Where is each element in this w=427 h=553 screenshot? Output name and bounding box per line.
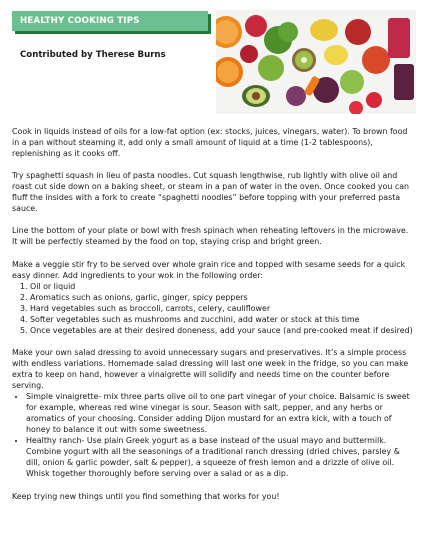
tip-paragraph: Make your own salad dressing to avoid unnecessary sugars and preservatives. It’s a simple process with endless variations. Homemade salad dressing will last one week in the fridge, so you can make extra to keep on hand, however a vinaigrette will solidify and needs time on the counter before serving. (12, 347, 409, 391)
tip-paragraph: Line the bottom of your plate or bowl with fresh spinach when reheating leftovers in the microwave. It will be perfectly steamed by the food on top, staying crisp and bright green. (12, 226, 409, 247)
list-item: 5. Once vegetables are at their desired doneness, add your sauce (and pre-cooked meat if desired) (30, 325, 416, 336)
list-item: • Healthy ranch- Use plain Greek yogurt as a base instead of the usual mayo and buttermilk. Combine yogurt with all the seasonings of a traditional ranch dressing (dried chives, parsley & dill, onion & garlic powder, salt & pepper), a squeeze of fresh lemon and a drizzle of olive oil. Whisk together thoroughly before serving over a salad or as a dip. (26, 435, 416, 479)
fruits-and-vegetables-photo (216, 10, 416, 114)
author-line: Contributed by Therese Burns (20, 50, 166, 60)
list-item: • Simple vinaigrette- mix three parts olive oil to one part vinegar of your choice. Balsamic is sweet for example, whereas red wine vinegar is sour. Season with salt, pepper, and any herbs or aromatics of your choosing. Consider adding Dijon mustard for an extra kick, with a touch of honey to balance it out with some sweetness. (26, 391, 416, 435)
list-item: 4. Softer vegetables such as mushrooms and zucchini, add water or stock at this time (30, 314, 416, 325)
tip-paragraph: Try spaghetti squash in lieu of pasta noodles. Cut squash lengthwise, rub lightly with olive oil and roast cut side down on a baking sheet, or steam in a pan of water in the oven. Once cooked you can fluff the insides with a fork to create “spaghetti noodles” before topping with your preferred pasta sauce. (12, 171, 410, 214)
tip-paragraph: Make a veggie stir fry to be served over whole grain rice and topped with sesame seeds for a quick easy dinner. Add ingredients to your wok in the following order: (12, 259, 406, 280)
list-item: 2. Aromatics such as onions, garlic, ginger, spicy peppers (30, 292, 416, 303)
tip-paragraph: Cook in liquids instead of oils for a low-fat option (ex: stocks, juices, vinegars, water). To brown food in a pan without steaming it, add only a small amount of liquid at a time (1-2 tablespoons), replenishing as it cooks off. (12, 127, 408, 159)
stir-fry-order-list (12, 281, 416, 336)
produce-illustration (216, 10, 416, 114)
page-title: HEALTHY COOKING TIPS (20, 16, 140, 26)
title-banner (12, 11, 208, 31)
closing-line: Keep trying new things until you find something that works for you! (12, 491, 280, 501)
list-item: 3. Hard vegetables such as broccoli, carrots, celery, cauliflower (30, 303, 416, 314)
list-item: 1. Oil or liquid (30, 281, 416, 292)
dressing-list (12, 391, 416, 479)
tips-content (12, 126, 416, 513)
